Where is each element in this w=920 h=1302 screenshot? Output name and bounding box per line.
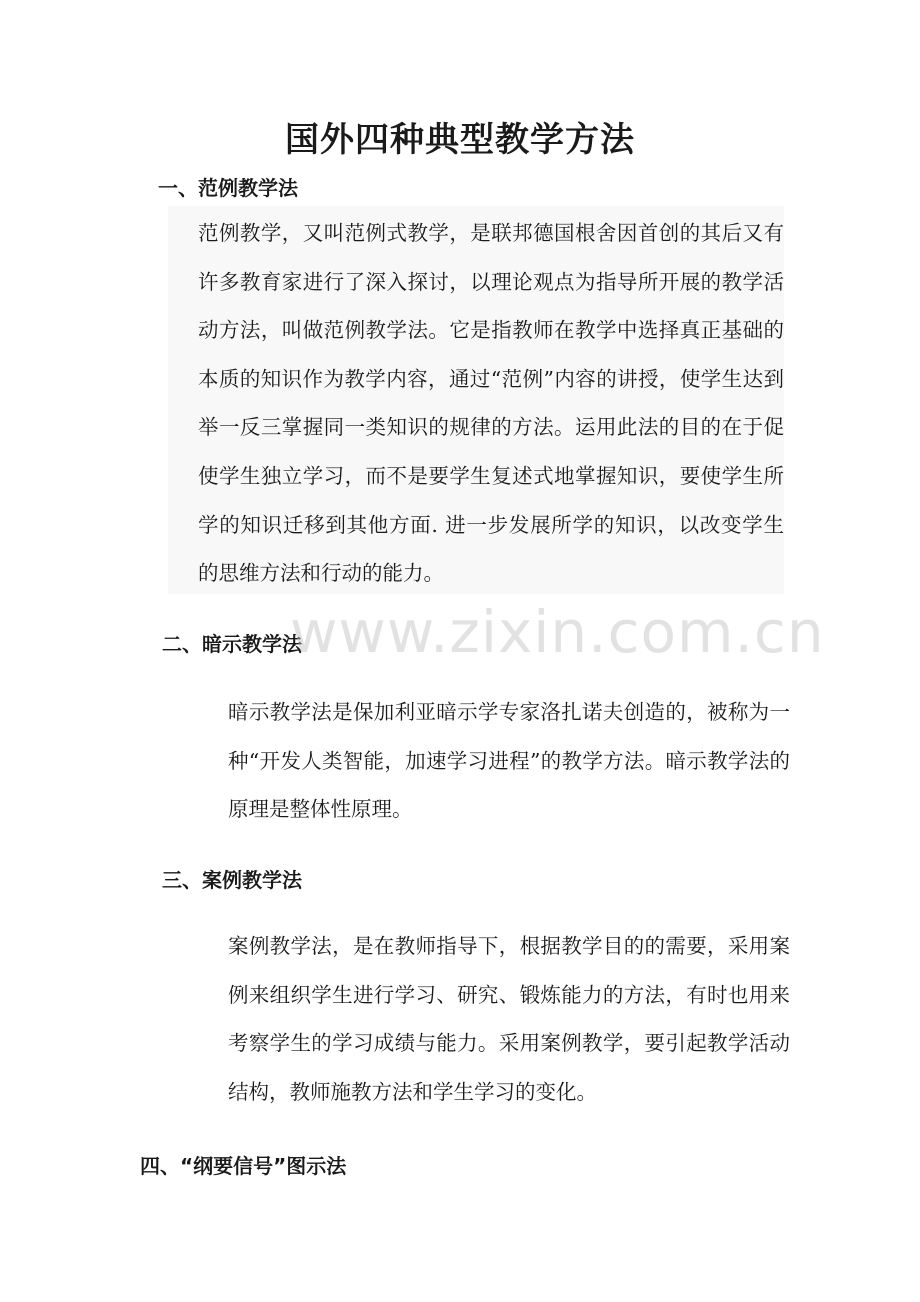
- section-body-2: 暗示教学法是保加利亚暗示学专家洛扎诺夫创造的，被称为一种“开发人类智能，加速学习进程”的教学方法。暗示教学法的原理是整体性原理。: [228, 700, 790, 822]
- section-body-1: 范例教学，又叫范例式教学，是联邦德国根舍因首创的其后又有许多教育家进行了深入探讨，以理论观点为指导所开展的教学活动方法，叫做范例教学法。它是指教师在教学中选择真正基础的本质的知识作为教学内容，通过“范例”内容的讲授，使学生达到举一反三掌握同一类知识的规律的方法。运用此法的目的在于促使学生独立学习，而不是要学生复述式地掌握知识，要使学生所学的知识迁移到其他方面. 进一步发展所学的知识，以改变学生的思维方法和行动的能力。: [198, 221, 784, 586]
- section-heading-4: 四、“纲要信号”图示法: [140, 1154, 347, 1178]
- section-heading-2: 二、暗示教学法: [162, 632, 302, 656]
- watermark: www.zixin.com.cn: [290, 598, 825, 666]
- section-heading-1: 一、范例教学法: [158, 176, 298, 200]
- document-title: 国外四种典型教学方法: [285, 120, 635, 160]
- section-body-3: 案例教学法，是在教师指导下，根据教学目的的需要，采用案例来组织学生进行学习、研究、锻炼能力的方法，有时也用来考察学生的学习成绩与能力。采用案例教学，要引起教学活动结构，教师施教方法和学生学习的变化。: [228, 934, 790, 1104]
- section-heading-3: 三、案例教学法: [162, 868, 302, 892]
